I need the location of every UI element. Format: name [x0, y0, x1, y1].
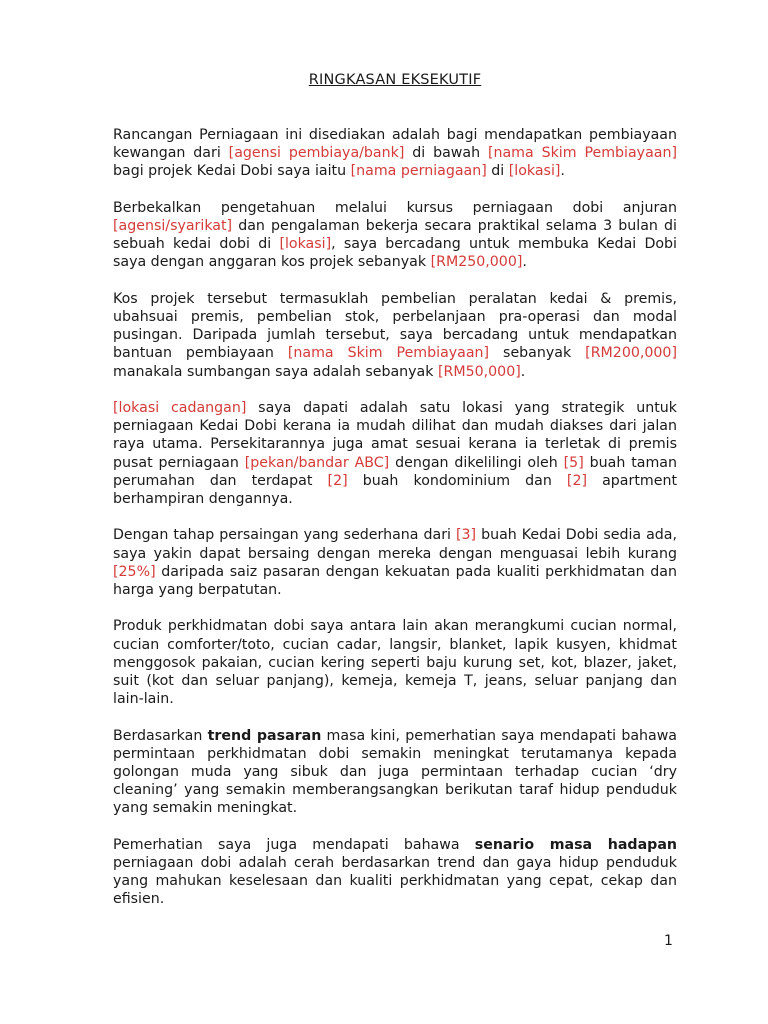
- text-run: di bawah: [404, 145, 488, 162]
- text-run: Kos projek tersebut termasuklah pembelian peralatan kedai & premis, ubahsuai premis, pembelian stok, perbelanjaan pra-operasi dan modal pusingan. Daripada jumlah tersebut, saya bercadang untuk mendapatkan bantuan pembiayaan: [113, 290, 677, 362]
- text-run: dengan dikelilingi oleh: [389, 454, 564, 471]
- placeholder-field: [nama Skim Pembiayaan]: [287, 345, 490, 362]
- bold-term: senario masa hadapan: [474, 836, 677, 853]
- text-run: Berdasarkan: [113, 727, 208, 744]
- paragraph-4: [113, 399, 677, 508]
- text-run: di: [486, 163, 509, 180]
- placeholder-field: [nama perniagaan]: [350, 163, 487, 180]
- text-run: masa kini, pemerhatian saya mendapati bahawa permintaan perkhidmatan dobi semakin meningkat terutamanya kepada golongan muda yang sibuk dan juga permintaan terhadap cucian ‘dry cleaning’ yang semakin memberangsangkan berikutan taraf hidup penduduk yang semakin meningkat.: [113, 727, 678, 817]
- paragraph-6: [113, 617, 677, 708]
- paragraph-1: [113, 126, 677, 181]
- placeholder-field: [agensi pembiaya/bank]: [228, 145, 405, 162]
- text-run: apartment berhampiran dengannya.: [113, 472, 678, 508]
- text-run: saya dapati adalah satu lokasi yang strategik untuk perniagaan Kedai Dobi kerana ia mudah dilihat dan mudah diakses dari jalan raya utama. Persekitarannya juga amat sesuai kerana ia terletak di premis pusat perniagaan: [113, 400, 677, 471]
- placeholder-field: [3]: [455, 527, 477, 544]
- page-title: RINGKASAN EKSEKUTIF: [308, 72, 482, 88]
- page-number: 1: [664, 933, 673, 949]
- text-run: Berbekalkan pengetahuan melalui kursus perniagaan dobi anjuran: [113, 199, 677, 216]
- text-run: .: [560, 163, 565, 180]
- placeholder-field: [nama Skim Pembiayaan]: [487, 145, 677, 162]
- text-run: manakala sumbangan saya adalah sebanyak: [113, 363, 438, 380]
- text-run: buah Kedai Dobi sedia ada, saya yakin dapat bersaing dengan mereka dengan menguasai lebih kurang: [113, 527, 677, 562]
- placeholder-field: [pekan/bandar ABC]: [244, 454, 390, 471]
- text-run: buah kondominium dan: [347, 472, 567, 489]
- text-run: bagi projek Kedai Dobi saya iaitu: [113, 163, 351, 180]
- placeholder-field: [RM250,000]: [430, 254, 523, 271]
- text-run: perniagaan dobi adalah cerah berdasarkan trend dan gaya hidup penduduk yang mahukan keselesaan dan kualiti perkhidmatan yang cepat, cekap dan efisien.: [113, 855, 677, 908]
- placeholder-field: [25%]: [113, 563, 156, 580]
- placeholder-field: [RM50,000]: [437, 363, 521, 380]
- paragraph-8: [113, 836, 677, 909]
- document-body: [113, 126, 677, 927]
- placeholder-field: [5]: [563, 454, 584, 471]
- placeholder-field: [lokasi]: [508, 163, 561, 180]
- text-run: Pemerhatian saya juga mendapati bahawa: [113, 836, 475, 853]
- paragraph-2: [113, 199, 677, 272]
- paragraph-7: [113, 727, 677, 818]
- placeholder-field: [agensi/syarikat]: [113, 218, 233, 234]
- text-run: Rancangan Perniagaan ini disediakan adalah bagi mendapatkan pembiayaan kewangan dari: [113, 127, 677, 162]
- paragraph-5: [113, 526, 677, 599]
- paragraph-3: [113, 290, 677, 381]
- placeholder-field: [2]: [327, 472, 348, 489]
- bold-term: trend pasaran: [207, 727, 322, 744]
- placeholder-field: [2]: [566, 472, 588, 489]
- text-run: , saya bercadang untuk membuka Kedai Dobi saya dengan anggaran kos projek sebanyak: [113, 236, 677, 271]
- text-run: .: [520, 363, 526, 380]
- placeholder-field: [RM200,000]: [585, 345, 677, 362]
- text-run: dan pengalaman bekerja secara praktikal selama 3 bulan di sebuah kedai dobi di: [113, 218, 677, 253]
- placeholder-field: [lokasi]: [279, 236, 332, 253]
- text-run: Produk perkhidmatan dobi saya antara lain akan merangkumi cucian normal, cucian comforter/toto, cucian cadar, langsir, blanket, lapik kusyen, khidmat menggosok pakaian, cucian kering seperti baju kurung set, kot, blazer, jaket, suit (kot dan seluar panjang), kemeja, kemeja T, jeans, seluar panjang dan lain-lain.: [113, 618, 677, 708]
- text-run: daripada saiz pasaran dengan kekuatan pada kualiti perkhidmatan dan harga yang berpatutan.: [113, 563, 677, 599]
- text-run: .: [522, 254, 527, 271]
- text-run: Dengan tahap persaingan yang sederhana dari: [113, 527, 456, 544]
- placeholder-field: [lokasi cadangan]: [113, 400, 247, 416]
- text-run: sebanyak: [489, 345, 586, 362]
- text-run: buah taman perumahan dan terdapat: [113, 454, 677, 489]
